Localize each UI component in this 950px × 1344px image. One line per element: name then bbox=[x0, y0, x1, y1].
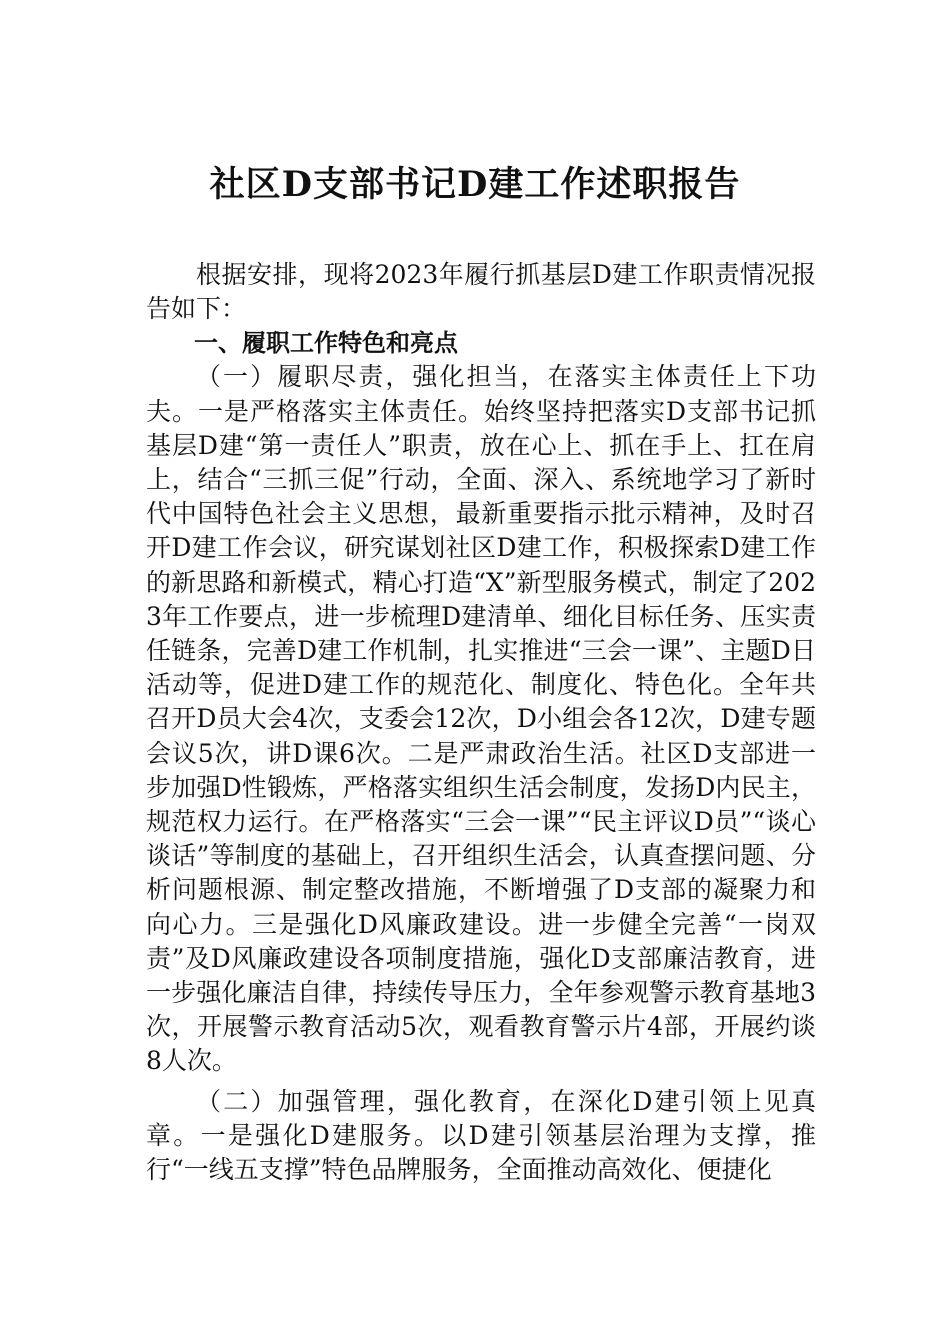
document-title: 社区D支部书记D建工作述职报告 bbox=[209, 164, 741, 205]
section-heading: 一、履职工作特色和亮点 bbox=[194, 329, 458, 358]
intro-paragraph: 根据安排，现将2023年履行抓基层D建工作职责情况报告如下： bbox=[146, 260, 816, 324]
body-paragraph: （二）加强管理，强化教育，在深化D建引领上见真章。一是强化D建服务。以D建引领基层治理为支撑，推行“一线五支撑”特色品牌服务，全面推动高效化、便捷化 bbox=[146, 1086, 816, 1185]
document-body bbox=[146, 258, 816, 1187]
body-paragraph: （一）履职尽责，强化担当，在落实主体责任上下功夫。一是严格落实主体责任。始终坚持把落实D支部书记抓基层D建“第一责任人”职责，放在心上、抓在手上、扛在肩上，结合“三抓三促”行动，全面、深入、系统地学习了新时代中国特色社会主义思想，最新重要指示批示精神，及时召开D建工作会议，研究谋划社区D建工作，积极探索D建工作的新思路和新模式，精心打造“X”新型服务模式，制定了2023年工作要点，进一步梳理D建清单、细化目标任务、压实责任链条，完善D建工作机制，扎实推进“三会一课”、主题D日活动等，促进D建工作的规范化、制度化、特色化。全年共召开D员大会4次，支委会12次，D小组会各12次，D建专题会议5次，讲D课6次。二是严肃政治生活。社区D支部进一步加强D性锻炼，严格落实组织生活会制度，发扬D内民主，规范权力运行。在严格落实“三会一课”“民主评议D员”“谈心谈话”等制度的基础上，召开组织生活会，认真查摆问题、分析问题根源、制定整改措施，不断增强了D支部的凝聚力和向心力。三是强化D风廉政建设。进一步健全完善“一岗双责”及D风廉政建设各项制度措施，强化D支部廉洁教育，进一步强化廉洁自律，持续传导压力，全年参观警示教育基地3次，开展警示教育活动5次，观看教育警示片4部，开展约谈8人次。 bbox=[146, 362, 816, 1076]
